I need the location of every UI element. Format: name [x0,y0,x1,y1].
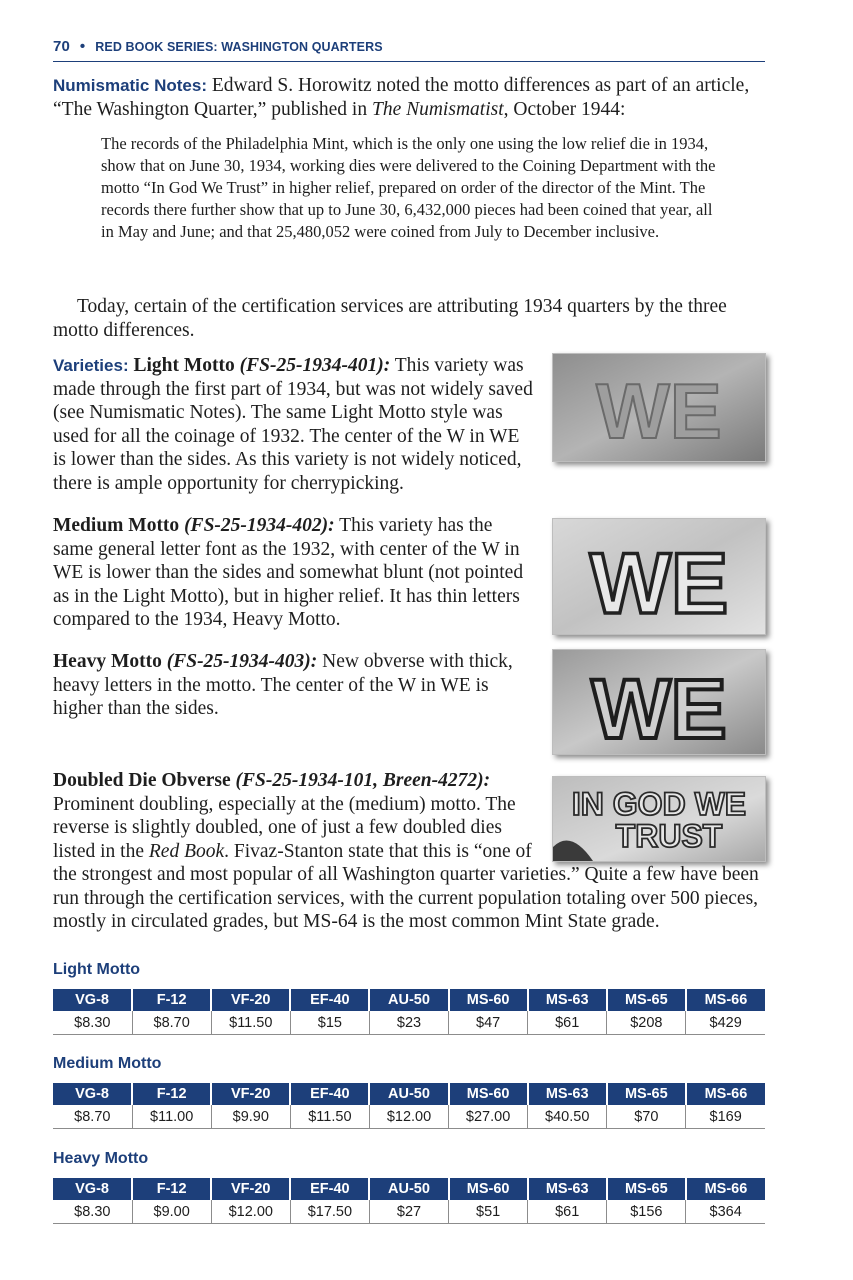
price-cell: $8.30 [53,1011,132,1035]
grade-header: MS-66 [686,1083,765,1105]
header-bullet: • [79,38,86,55]
price-cell: $15 [290,1011,369,1035]
grade-header: F-12 [132,1178,211,1200]
price-cell: $12.00 [369,1105,448,1129]
red-book-title: Red Book [148,840,225,862]
block-quote: The records of the Philadelphia Mint, which is the only one using the low relief die in 1934, show that on June 30, 1934, working dies were delivered to the Coining Department with the motto “In God We Trust” in higher relief, prepared on order of the director of the Mint. The records there further show that up to June 30, 6,432,000 pieces had been coined that year, all in May and June; and that 25,480,052 were coined from July to December inclusive. [101,134,716,241]
heavy-motto-table-title: Heavy Motto [53,1150,149,1167]
heavy-motto-letters: WE [591,662,727,754]
ddo-title: Doubled Die Obverse [53,770,236,791]
price-cell: $23 [369,1011,448,1035]
running-header [53,38,765,62]
ddo-letters-line2: TRUST [615,818,723,854]
price-cell: $61 [528,1200,607,1224]
heavy-motto-text: New obverse with thick, heavy letters in the motto. The center of the W in WE is higher than the sides. [53,651,513,719]
price-cell: $169 [686,1105,765,1129]
ddo-code-2: Breen-4272 [382,770,478,791]
price-cell: $9.00 [132,1200,211,1224]
ddo-letters-line1: IN GOD WE [571,786,747,822]
today-paragraph: Today, certain of the certification services are attributing 1934 quarters by the three motto differences. [53,296,727,341]
price-cell: $40.50 [528,1105,607,1129]
grade-header: MS-60 [449,1178,528,1200]
ddo-code-1: (FS-25-1934-101, [235,770,383,791]
medium-motto-photo [552,518,766,635]
price-cell: $208 [607,1011,686,1035]
grade-header: AU-50 [369,989,448,1011]
price-cell: $27 [369,1200,448,1224]
medium-motto-price-table [53,1083,765,1129]
medium-motto-text: This variety has the same general letter font as the 1932, with center of the W in WE is lower than the sides and somewhat blunt (not pointed as in the Light Motto), but in higher relief. It has thin letters compared to the 1934, Heavy Motto. [53,515,524,630]
light-motto-price-table [53,989,765,1035]
heavy-motto-code: (FS-25-1934-403): [166,651,318,672]
medium-motto-code: (FS-25-1934-402): [184,515,335,536]
publication-title: The Numismatist [371,98,504,120]
table-row [53,1011,765,1035]
light-motto-letters: WE [596,367,722,455]
numismatic-notes-label: Numismatic Notes: [53,76,207,95]
grade-header: EF-40 [290,989,369,1011]
series-title: RED BOOK SERIES: WASHINGTON QUARTERS [95,40,383,54]
price-cell: $11.50 [290,1105,369,1129]
light-motto-code: (FS-25-1934-401): [239,355,391,376]
page-number: 70 [53,38,70,55]
numismatic-notes-text-1: Edward S. Horowitz noted the motto differences as part of an article, “The Washington Quarter,” published in [53,75,750,120]
ddo-text-1: Prominent doubling, especially at the (medium) motto. The reverse is slightly doubled, one of just a few doubled dies listed in the [53,793,516,862]
price-cell: $17.50 [290,1200,369,1224]
grade-header: MS-60 [449,989,528,1011]
grade-header: AU-50 [369,1178,448,1200]
table-header-row [53,1178,765,1200]
light-motto-title: Light Motto [128,355,240,376]
grade-header: EF-40 [290,1083,369,1105]
medium-motto-paragraph [53,514,535,632]
medium-motto-title: Medium Motto [53,515,185,536]
medium-motto-letters: WE [589,536,729,632]
ddo-photo [552,776,766,862]
price-cell: $11.50 [211,1011,290,1035]
heavy-motto-photo [552,649,766,755]
table-row [53,1105,765,1129]
price-cell: $70 [607,1105,686,1129]
light-motto-photo [552,353,766,462]
price-cell: $27.00 [449,1105,528,1129]
table-header-row [53,989,765,1011]
heavy-motto-title: Heavy Motto [53,651,167,672]
price-cell: $12.00 [211,1200,290,1224]
price-cell: $11.00 [132,1105,211,1129]
ddo-text-2: . Fivaz-Stanton state that this is “one of the strongest and most popular of all Washington quarter varieties.” Quite a few have been run through the certification services, with the current population totaling over 500 pieces, mostly in circulated grades, but MS-64 is the most common Mint State grade. [53,840,759,932]
varieties-label: Varieties: [53,356,129,375]
price-cell: $9.90 [211,1105,290,1129]
grade-header: MS-65 [607,1083,686,1105]
grade-header: VF-20 [211,1083,290,1105]
price-cell: $8.70 [53,1105,132,1129]
grade-header: MS-65 [607,989,686,1011]
grade-header: EF-40 [290,1178,369,1200]
price-cell: $8.70 [132,1011,211,1035]
price-cell: $156 [607,1200,686,1224]
grade-header: MS-63 [528,989,607,1011]
grade-header: F-12 [132,989,211,1011]
numismatic-notes-paragraph [53,74,765,121]
price-cell: $47 [449,1011,528,1035]
heavy-motto-paragraph [53,650,535,721]
grade-header: VG-8 [53,989,132,1011]
numismatic-notes-text-2: , October 1944: [503,98,626,120]
medium-motto-table-title: Medium Motto [53,1055,162,1072]
grade-header: MS-66 [686,989,765,1011]
price-cell: $61 [528,1011,607,1035]
table-row [53,1200,765,1224]
light-motto-table-title: Light Motto [53,961,141,978]
grade-header: VF-20 [211,1178,290,1200]
grade-header: MS-66 [686,1178,765,1200]
grade-header: MS-60 [449,1083,528,1105]
ddo-code-3: ): [477,770,491,791]
grade-header: MS-63 [528,1083,607,1105]
table-header-row [53,1083,765,1105]
grade-header: MS-65 [607,1178,686,1200]
grade-header: AU-50 [369,1083,448,1105]
price-cell: $8.30 [53,1200,132,1224]
light-motto-text: This variety was made through the first part of 1934, but was not widely saved (see Numismatic Notes). The same Light Motto style was used for all the coinage of 1932. The center of the W in WE is lower than the sides. As this variety is not widely noticed, there is ample opportunity for cherrypicking. [53,355,533,494]
heavy-motto-price-table [53,1178,765,1224]
grade-header: VG-8 [53,1178,132,1200]
price-cell: $364 [686,1200,765,1224]
grade-header: VF-20 [211,989,290,1011]
price-cell: $429 [686,1011,765,1035]
grade-header: VG-8 [53,1083,132,1105]
price-cell: $51 [449,1200,528,1224]
grade-header: F-12 [132,1083,211,1105]
grade-header: MS-63 [528,1178,607,1200]
